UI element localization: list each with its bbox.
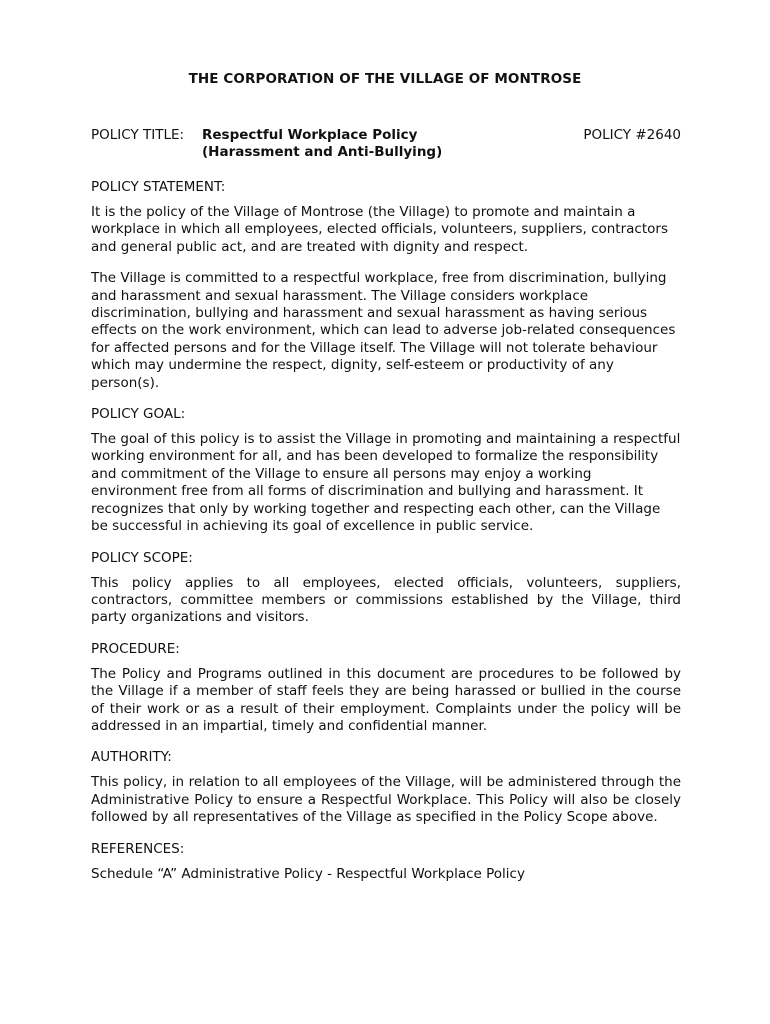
- section-references: [91, 841, 681, 883]
- section-paragraph: This policy applies to all employees, elected officials, volunteers, suppliers, contractors, committee members or commissions established by the Village, third party organizations and visitors.: [91, 574, 681, 626]
- section-heading: PROCEDURE:: [91, 640, 180, 657]
- section-heading: POLICY GOAL:: [91, 406, 186, 423]
- policy-sections: [91, 179, 681, 897]
- section-policy-goal: [91, 406, 681, 535]
- section-heading: AUTHORITY:: [91, 749, 172, 766]
- policy-title-line2: (Harassment and Anti-Bullying): [202, 144, 443, 160]
- policy-title-line1: Respectful Workplace Policy: [202, 127, 418, 143]
- section-heading: POLICY SCOPE:: [91, 549, 193, 566]
- section-policy-statement: [91, 179, 681, 392]
- section-paragraph: It is the policy of the Village of Montrose (the Village) to promote and maintain a workplace in which all employees, elected officials, volunteers, suppliers, contractors and general public act, and are treated with dignity and respect.: [91, 204, 668, 255]
- section-paragraph: The Village is committed to a respectful workplace, free from discrimination, bullying and harassment and sexual harassment. The Village considers workplace discrimination, bullying and harassment and sexual harassment as having serious effects on the work environment, which can lead to adverse job-related consequences for affected persons and for the Village itself. The Village will not tolerate behaviour which may undermine the respect, dignity, self-esteem or productivity of any person(s).: [91, 270, 676, 391]
- policy-title-label: POLICY TITLE:: [91, 127, 185, 143]
- section-paragraph: The Policy and Programs outlined in this document are procedures to be followed by the Village if a member of staff feels they are being harassed or bullied in the course of their work or as a result of their employment. Complaints under the policy will be addressed in an impartial, timely and confidential manner.: [91, 665, 681, 734]
- section-paragraph: This policy, in relation to all employees of the Village, will be administered through the Administrative Policy to ensure a Respectful Workplace. This Policy will also be closely followed by all representatives of the Village as specified in the Policy Scope above.: [91, 774, 681, 826]
- section-paragraph: Schedule “A” Administrative Policy - Respectful Workplace Policy: [91, 865, 525, 882]
- section-paragraph: The goal of this policy is to assist the Village in promoting and maintaining a respectful working environment for all, and has been developed to formalize the responsibility and commitment of the Village to ensure all persons may enjoy a working environment free from all forms of discrimination and bullying and harassment. It recognizes that only by working together and respecting each other, can the Village be successful in achieving its goal of excellence in public service.: [91, 431, 681, 535]
- section-policy-scope: [91, 550, 681, 627]
- section-authority: [91, 749, 681, 826]
- document-title: THE CORPORATION OF THE VILLAGE OF MONTROSE: [188, 71, 582, 87]
- policy-title-value: [202, 127, 442, 161]
- section-heading: REFERENCES:: [91, 840, 185, 857]
- policy-number: POLICY #2640: [583, 127, 681, 143]
- section-procedure: [91, 641, 681, 736]
- section-heading: POLICY STATEMENT:: [91, 179, 226, 195]
